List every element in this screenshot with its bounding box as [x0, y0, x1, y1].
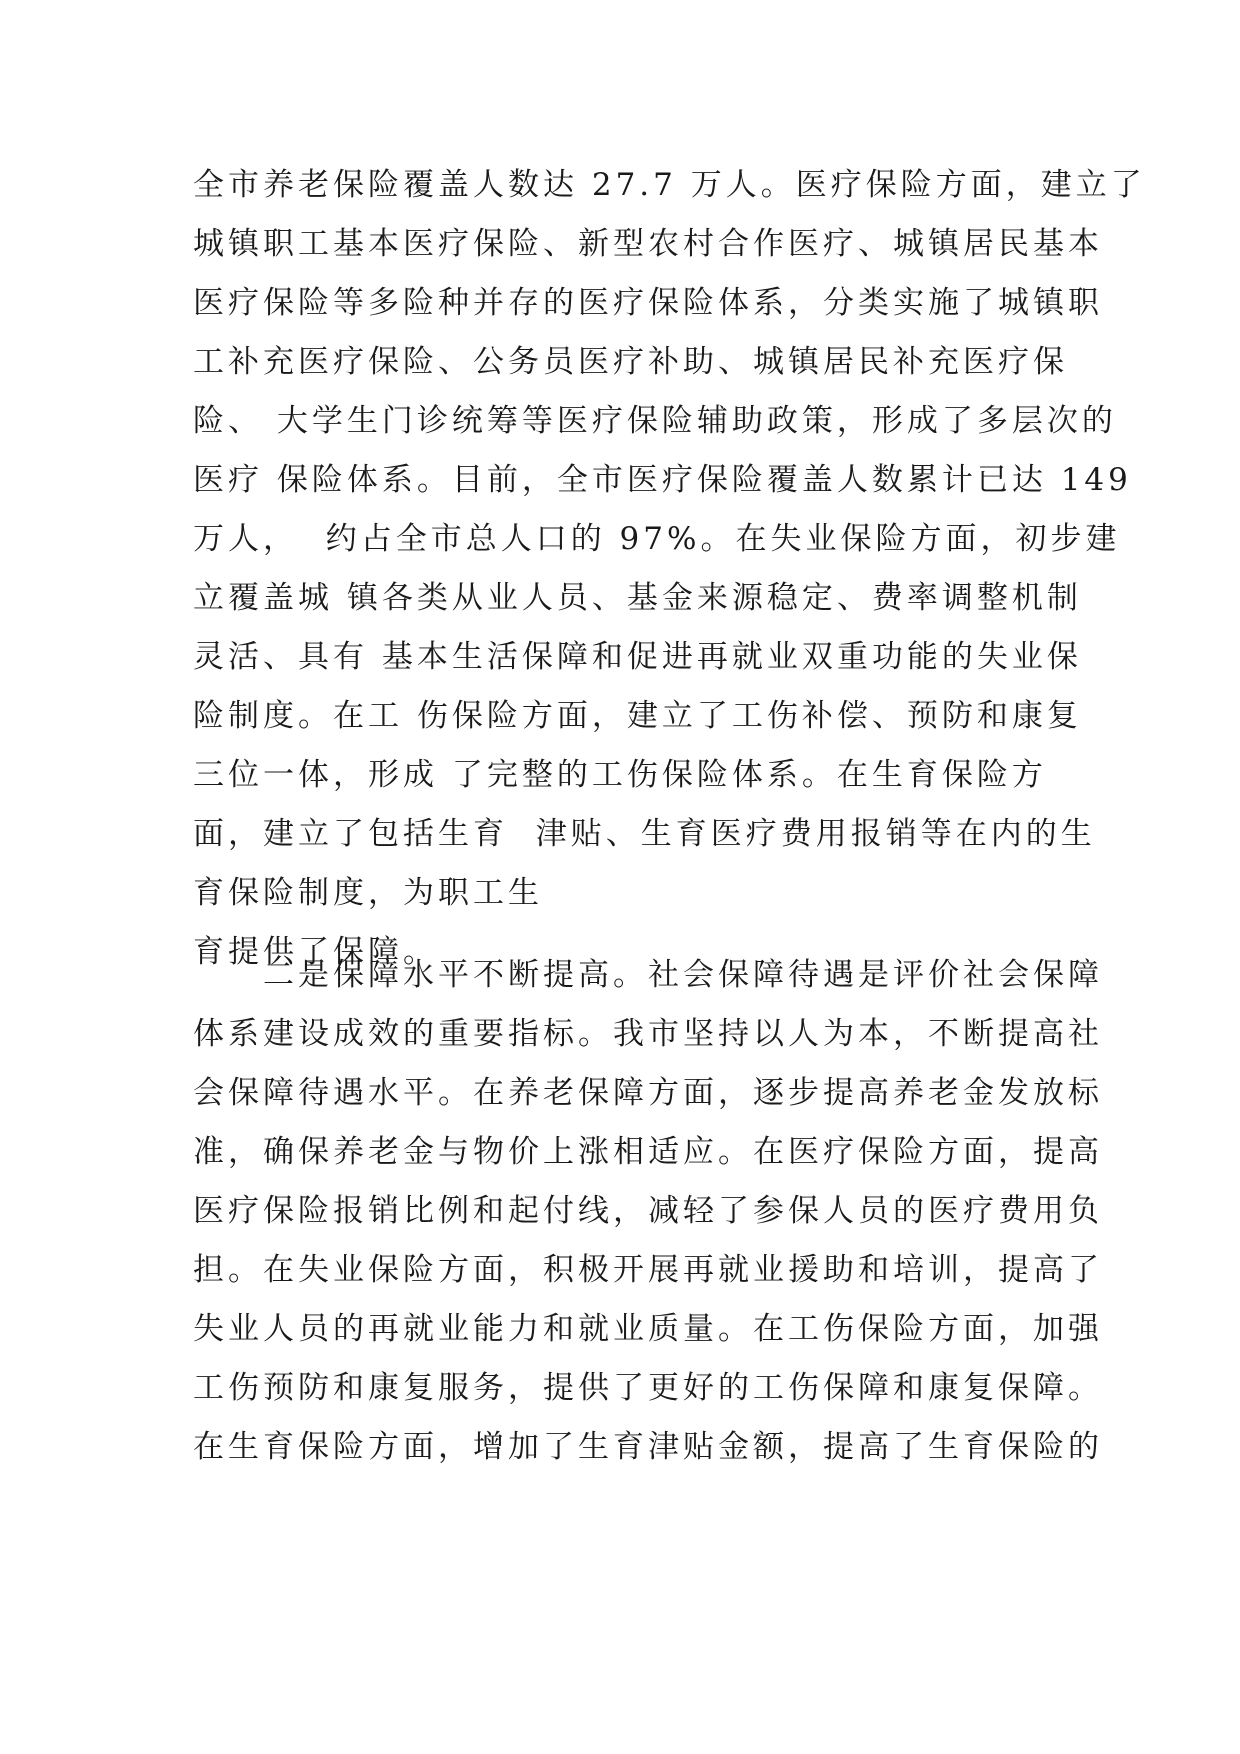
text-line: 工补充医疗保险、公务员医疗补助、城镇居民补充医疗保	[193, 344, 1068, 380]
text-line: 三位一体，形成 了完整的工伤保险体系。在生育保险方	[193, 757, 1047, 793]
text-line: 体系建设成效的重要指标。我市坚持以人为本，不断提高社	[193, 1016, 1103, 1052]
text-line: 会保障待遇水平。在养老保障方面，逐步提高养老金发放标	[193, 1075, 1103, 1111]
text-line: 全市养老保险覆盖人数达 27.7 万人。医疗保险方面，建立了	[193, 167, 1146, 203]
text-line: 医疗保险等多险种并存的医疗保险体系，分类实施了城镇职	[193, 285, 1103, 321]
paragraph-1	[193, 156, 1146, 982]
text-line: 育提供了保障。	[193, 934, 438, 970]
text-line: 立覆盖城 镇各类从业人员、基金来源稳定、费率调整机制	[193, 580, 1082, 616]
text-line: 万人， 约占全市总人口的 97%。在失业保险方面，初步建	[193, 521, 1121, 557]
text-line: 险、 大学生门诊统筹等医疗保险辅助政策，形成了多层次的	[193, 403, 1117, 439]
text-line: 医疗 保险体系。目前，全市医疗保险覆盖人数累计已达 149	[193, 462, 1132, 498]
text-line: 失业人员的再就业能力和就业质量。在工伤保险方面，加强	[193, 1311, 1103, 1347]
text-line: 面，建立了包括生育 津贴、生育医疗费用报销等在内的生	[193, 816, 1096, 852]
text-line: 育保险制度，为职工生	[193, 875, 543, 911]
text-line: 灵活、具有 基本生活保障和促进再就业双重功能的失业保	[193, 639, 1082, 675]
text-line: 准，确保养老金与物价上涨相适应。在医疗保险方面，提高	[193, 1134, 1103, 1170]
text-line-indented: 二是保障水平不断提高。社会保障待遇是评价社会保障	[263, 957, 1103, 993]
text-line: 医疗保险报销比例和起付线，减轻了参保人员的医疗费用负	[193, 1193, 1103, 1229]
text-line: 在生育保险方面，增加了生育津贴金额，提高了生育保险的	[193, 1429, 1103, 1465]
text-line: 险制度。在工 伤保险方面，建立了工伤补偿、预防和康复	[193, 698, 1082, 734]
text-line: 城镇职工基本医疗保险、新型农村合作医疗、城镇居民基本	[193, 226, 1103, 262]
text-line: 工伤预防和康复服务，提供了更好的工伤保障和康复保障。	[193, 1370, 1103, 1406]
paragraph-2	[193, 946, 1103, 1477]
text-line: 担。在失业保险方面，积极开展再就业援助和培训，提高了	[193, 1252, 1103, 1288]
